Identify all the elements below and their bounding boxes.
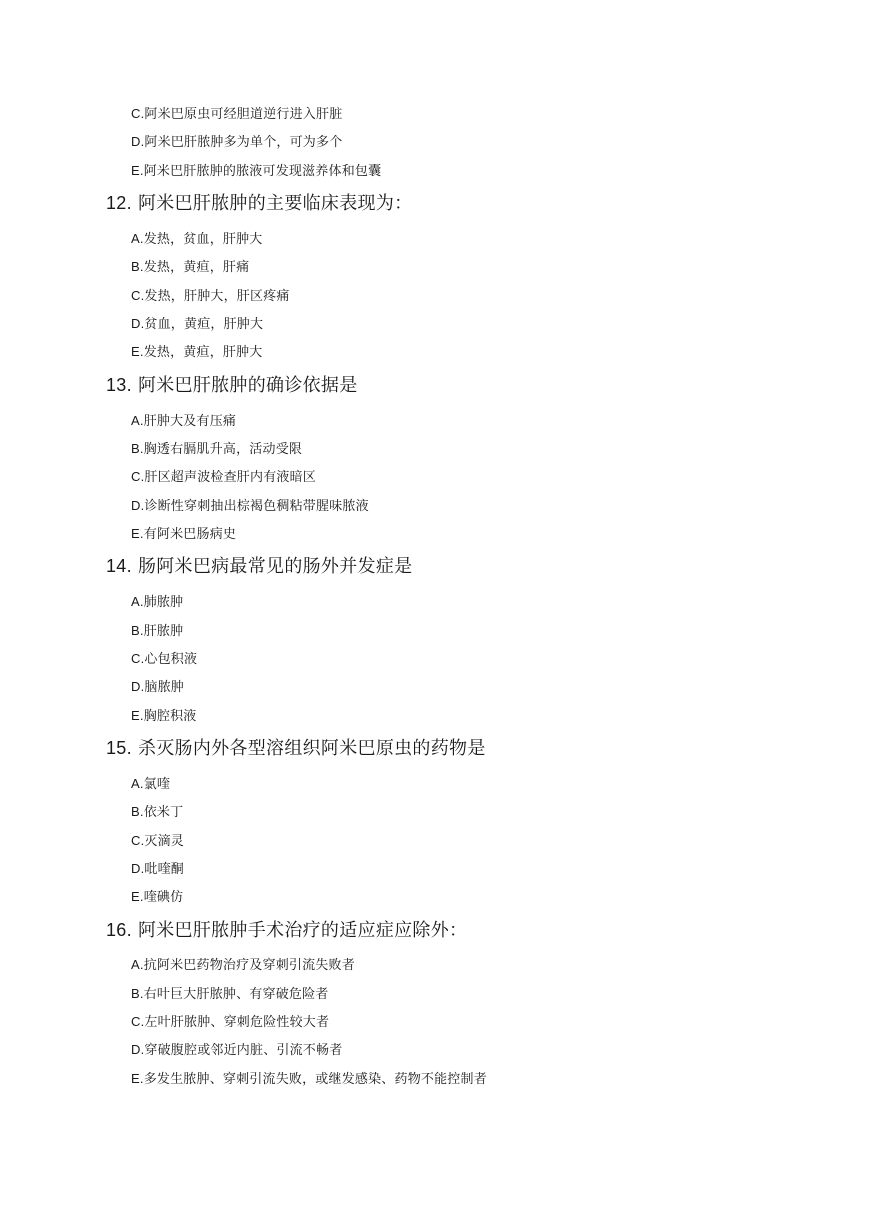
q12-option-a: A.发热，贫血，肝肿大 <box>131 231 263 247</box>
q15-option-a: A.氯喹 <box>131 776 171 792</box>
question-13-title: 13. 阿米巴肝脓肿的确诊依据是 <box>106 375 358 396</box>
q14-option-b: B.肝脓肿 <box>131 623 184 639</box>
q12-option-c: C.发热，肝肿大，肝区疼痛 <box>131 288 290 304</box>
q14-option-c: C.心包积液 <box>131 651 198 667</box>
q16-option-d: D.穿破腹腔或邻近内脏、引流不畅者 <box>131 1042 343 1058</box>
q16-option-b: B.右叶巨大肝脓肿、有穿破危险者 <box>131 986 329 1002</box>
prev-option-c: C.阿米巴原虫可经胆道逆行进入肝脏 <box>131 106 343 122</box>
q12-option-d: D.贫血，黄疸，肝肿大 <box>131 316 264 332</box>
q15-option-b: B.依米丁 <box>131 804 184 820</box>
q15-option-c: C.灭滴灵 <box>131 833 185 849</box>
q14-option-a: A.肺脓肿 <box>131 594 184 610</box>
question-14-title: 14. 肠阿米巴病最常见的肠外并发症是 <box>106 556 413 577</box>
q14-option-d: D.脑脓肿 <box>131 679 185 695</box>
question-16-title: 16. 阿米巴肝脓肿手术治疗的适应症应除外： <box>106 920 468 941</box>
prev-option-e: E.阿米巴肝脓肿的脓液可发现滋养体和包囊 <box>131 163 382 179</box>
q13-option-d: D.诊断性穿刺抽出棕褐色稠粘带腥味脓液 <box>131 498 369 514</box>
q13-option-b: B.胸透右膈肌升高，活动受限 <box>131 441 303 457</box>
question-12-title: 12. 阿米巴肝脓肿的主要临床表现为： <box>106 193 413 214</box>
q13-option-e: E.有阿米巴肠病史 <box>131 526 237 542</box>
q16-option-e: E.多发生脓肿、穿刺引流失败，或继发感染、药物不能控制者 <box>131 1071 487 1087</box>
q14-option-e: E.胸腔积液 <box>131 708 197 724</box>
q16-option-c: C.左叶肝脓肿、穿刺危险性较大者 <box>131 1014 330 1030</box>
q12-option-e: E.发热，黄疸，肝肿大 <box>131 344 263 360</box>
q15-option-e: E.喹碘仿 <box>131 889 184 905</box>
q15-option-d: D.吡喹酮 <box>131 861 185 877</box>
q12-option-b: B.发热，黄疸，肝痛 <box>131 259 250 275</box>
prev-option-d: D.阿米巴肝脓肿多为单个，可为多个 <box>131 134 343 150</box>
question-15-title: 15. 杀灭肠内外各型溶组织阿米巴原虫的药物是 <box>106 738 486 759</box>
q13-option-c: C.肝区超声波检查肝内有液暗区 <box>131 469 317 485</box>
q13-option-a: A.肝肿大及有压痛 <box>131 413 237 429</box>
q16-option-a: A.抗阿米巴药物治疗及穿刺引流失败者 <box>131 957 355 973</box>
